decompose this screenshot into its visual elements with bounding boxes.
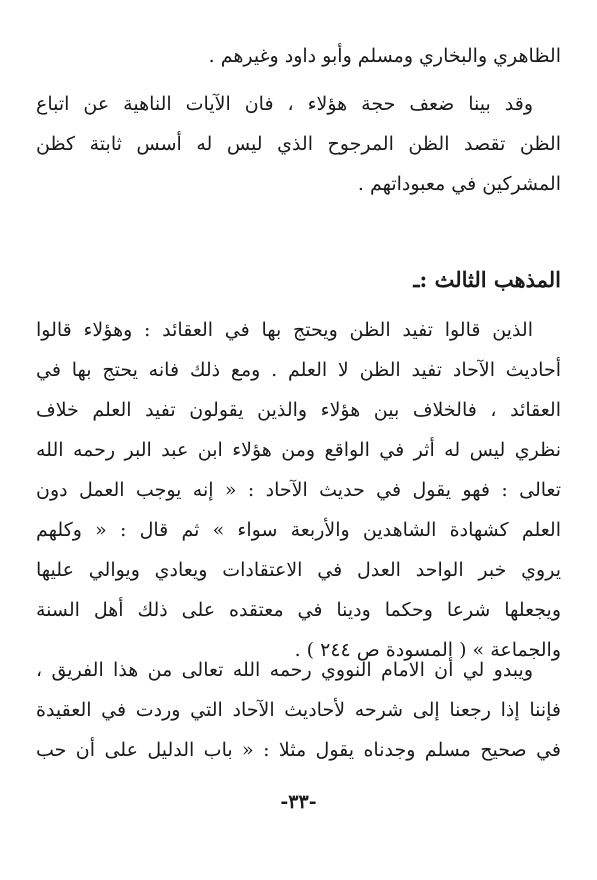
- paragraph-continuation: [36, 36, 561, 76]
- paragraph-weak-argument: [36, 84, 561, 204]
- text-line: نظري ليس له أثر في الواقع ومن هؤلاء ابن عبد البر رحمه الله: [36, 439, 561, 461]
- text-line: تعالى : فهو يقول في حديث الآحاد : « إنه يوجب العمل دون: [36, 479, 561, 501]
- section-heading: المذهب الثالث :ـ: [413, 267, 561, 292]
- text-line: ويبدو لي أن الامام النووي رحمه الله تعالى من هذا الفريق ،: [36, 659, 533, 681]
- text-line: ويجعلها شرعا وحكما ودينا في معتقده على ذلك أهل السنة: [36, 599, 561, 621]
- page-number: -٣٣-: [280, 791, 317, 813]
- text-line: الظن تقصد الظن المرجوح الذي ليس له أسس ثابتة كظن: [36, 133, 561, 155]
- text-line: وقد بينا ضعف حجة هؤلاء ، فان الآيات الناهية عن اتباع: [36, 93, 533, 115]
- text-line: فإننا إذا رجعنا إلى شرحه لأحاديث الآحاد التي وردت في العقيدة: [36, 699, 561, 721]
- paragraph-nawawi: [36, 650, 561, 770]
- text-line: المشركين في معبوداتهم .: [357, 173, 561, 195]
- text-line: والجماعة » ( المسودة ص ٢٤٤ ) .: [294, 639, 561, 661]
- text-line: في صحيح مسلم وجدناه يقول مثلا : « باب الدليل على أن حب: [36, 739, 561, 761]
- text-line: يروي خبر الواحد العدل في الاعتقادات ويعادي ويوالي عليها: [36, 559, 561, 581]
- text-line: أحاديث الآحاد تفيد الظن لا العلم . ومع ذلك فانه يحتج بها في: [36, 359, 561, 381]
- text-line: العقائد ، فالخلاف بين هؤلاء والذين يقولون تفيد العلم خلاف: [36, 399, 561, 421]
- paragraph-third-school: [36, 310, 561, 670]
- text-line: الذين قالوا تفيد الظن ويحتج بها في العقائد : وهؤلاء قالوا: [36, 319, 533, 341]
- text-line: العلم كشهادة الشاهدين والأربعة سواء » ثم قال : « وكلهم: [36, 519, 561, 541]
- text-line: الظاهري والبخاري ومسلم وأبو داود وغيرهم .: [208, 45, 561, 67]
